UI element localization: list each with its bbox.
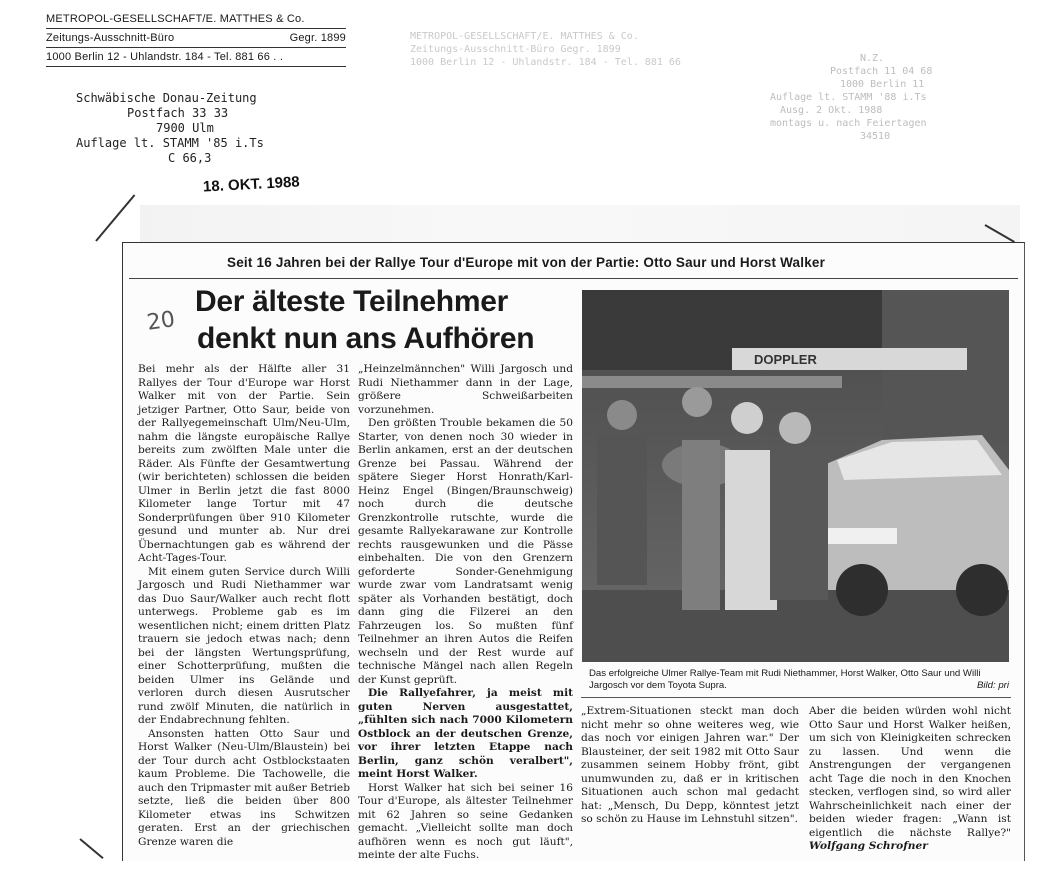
paragraph: „Extrem-Situationen steckt man doch nicht mehr so ohne weiteres weg, wie das noch vor einigen Jahren war." Der Blausteiner, der seit 1982 mit Otto Saur zusammen seinem Hobby frönt, gibt unumwunden zu, daß er in kritischen Situationen auch schon mal gedacht hat: „Mensch, Du Depp, könntest jetzt so schön zu Hause im Lehnstuhl sitzen". <box>581 705 799 825</box>
photo-credit: Bild: pri <box>977 680 1009 691</box>
source-paper: Schwäbische Donau-Zeitung <box>76 91 257 105</box>
photo-banner-text: DOPPLER <box>754 352 817 367</box>
article-column-4 <box>809 705 1011 854</box>
bureau-office: Zeitungs-Ausschnitt-Büro <box>46 32 175 44</box>
paragraph: Ansonsten hatten Otto Saur und Horst Walker (Neu-Ulm/Blaustein) bei der Tour durch acht Ostblockstaaten kaum Probleme. Die Tachowelle, die auch den Tripmaster mit außer Betrieb setzte, ließ die beiden über 800 Kilometer etwas ins Schwitzen geraten. Erst an der griechischen Grenze waren die <box>138 727 350 848</box>
author-signature: Wolfgang Schrofner <box>809 840 928 852</box>
caption-rule <box>581 697 1011 698</box>
source-circulation: Auflage lt. STAMM '85 i.Ts <box>76 136 264 150</box>
bleed-through-stamp: METROPOL-GESELLSCHAFT/E. MATTHES & Co. Zeitungs-Ausschnitt-Büro Gegr. 1899 1000 Berlin 12 - Uhlandstr. 184 - Tel. 881 66 <box>410 31 681 68</box>
bureau-founded: Gegr. 1899 <box>289 32 346 44</box>
clipping-bureau-stamp <box>46 10 346 67</box>
caption-text: Das erfolgreiche Ulmer Rallye-Team mit Rudi Niethammer, Horst Walker, Otto Saur und Willi Jargosch vor dem Toyota Supra. <box>589 668 981 691</box>
newspaper-clipping <box>122 242 1025 861</box>
bleed-through-source: N.Z. Postfach 11 04 68 1000 Berlin 11 Auflage lt. STAMM '88 i.Ts Ausg. 2 Okt. 1988 montags u. nach Feiertagen 34510 <box>770 53 933 142</box>
kicker-rule <box>129 278 1018 279</box>
bureau-office-row <box>46 28 346 47</box>
headline-line-2: denkt nun ans Aufhören <box>197 322 535 355</box>
paragraph: Horst Walker hat sich bei seiner 16 Tour d'Europe, als ältester Teilnehmer mit 62 Jahren so seine Gedanken gemacht. „Vielleicht sollte man doch aufhören wenn es noch gut läuft", meinte der alte Fuchs. <box>358 781 573 861</box>
paragraph: Die Rallyefahrer, ja meist mit guten Nerven ausgestattet, „fühlten sich nach 7000 Kilometern Ostblock an der deutschen Grenze, vor ihrer letzten Etappe nach Berlin, ganz schön veralbert", meint Horst Walker. <box>358 687 573 780</box>
rally-team-photo <box>582 290 1009 662</box>
article-headline <box>195 283 534 357</box>
headline-line-1: Der älteste Teilnehmer <box>195 285 508 318</box>
date-stamp: 18. OKT. 1988 <box>202 173 301 196</box>
article-column-2 <box>358 363 573 863</box>
paragraph: Den größten Trouble bekamen die 50 Starter, von denen noch 30 wieder in Berlin ankamen, erst an der deutschen Grenze bei Passau. Während der spätere Sieger Horst Honrath/Karl-Heinz Engel (Bingen/Braunschweig) noch durch die deutsche Grenzkontrolle rutschte, wurde die gesamte Rallyekarawane zur Kontrolle rechts rausgewunken und die Pässe einbehalten. Die von den Grenzern geforderte Sonder-Genehmigung wurde zwar vom Landratsamt wenig später als Vorhanden bestätigt, doch dann ging die Filzerei an den Fahrzeugen los. So mußten fünf Teilnehmer an ihren Autos die Reifen wechseln und der Rest wurde auf technische Mängel nach allen Regeln der Kunst geprüft. <box>358 417 573 686</box>
corner-mark-top-left <box>95 194 135 241</box>
corner-mark-bottom-left <box>79 838 103 859</box>
source-city: 7900 Ulm <box>156 121 214 135</box>
bureau-address: 1000 Berlin 12 - Uhlandstr. 184 - Tel. 881 66 . . <box>46 47 346 67</box>
source-info <box>76 91 264 166</box>
source-postbox: Postfach 33 33 <box>127 106 229 120</box>
article-kicker: Seit 16 Jahren bei der Rallye Tour d'Europe mit von der Partie: Otto Saur und Horst Walker <box>227 255 826 270</box>
paragraph-text: Aber die beiden würden wohl nicht Otto Saur und Horst Walker heißen, um sich von Kleinigkeiten schrecken zu lassen. Und wenn die Anstrengungen der vergangenen acht Tage die noch in den Knochen stecken, verflogen sind, so wird aller Wahrscheinlichkeit nach einer der beiden wieder fragen: „Wann ist eigentlich die nächste Rallye?" <box>809 705 1011 839</box>
bureau-name: METROPOL-GESELLSCHAFT/E. MATTHES & Co. <box>46 13 305 25</box>
article-photo <box>582 290 1009 662</box>
source-code: C 66,3 <box>168 151 212 165</box>
article-column-1 <box>138 363 350 849</box>
handwritten-mark: 20 <box>145 307 177 336</box>
paragraph <box>809 705 1011 854</box>
paragraph: Mit einem guten Service durch Willi Jargosch und Rudi Niethammer war das Duo Saur/Walker auch recht flott unterwegs. Probleme gab es im wesentlichen nicht; einem dritten Platz trauern sie jedoch etwas nach; denn bei der längsten Wertungsprüfung, einer Schotterprüfung, mußten die beiden Ulmer ins Gelände und verloren durch diesen Ausrutscher rund zwölf Minuten, die natürlich in der Endabrechnung fehlten. <box>138 565 350 726</box>
paragraph: Bei mehr als der Hälfte aller 31 Rallyes der Tour d'Europe war Horst Walker mit von der Partie. Sein jetziger Partner, Otto Saur, beide von der Rallyegemeinschaft Ulm/Neu-Ulm, nahm die längste europäische Rallye bereits zum zwölften Male unter die Räder. Als Fünfte der Gesamtwertung (wir berichteten) schlossen die beiden Ulmer in Berlin jetzt die fast 8000 Kilometer lange Tortur mit 47 Sonderprüfungen über 910 Kilometer gesund und munter ab. Nur drei Übernachtungen gab es während der Acht-Tages-Tour. <box>138 363 350 564</box>
photo-caption <box>589 668 1009 692</box>
article-column-3 <box>581 705 799 827</box>
paragraph: „Heinzelmännchen" Willi Jargosch und Rudi Niethammer dann in der Lage, größere Schweißarbeiten vorzunehmen. <box>358 363 573 416</box>
